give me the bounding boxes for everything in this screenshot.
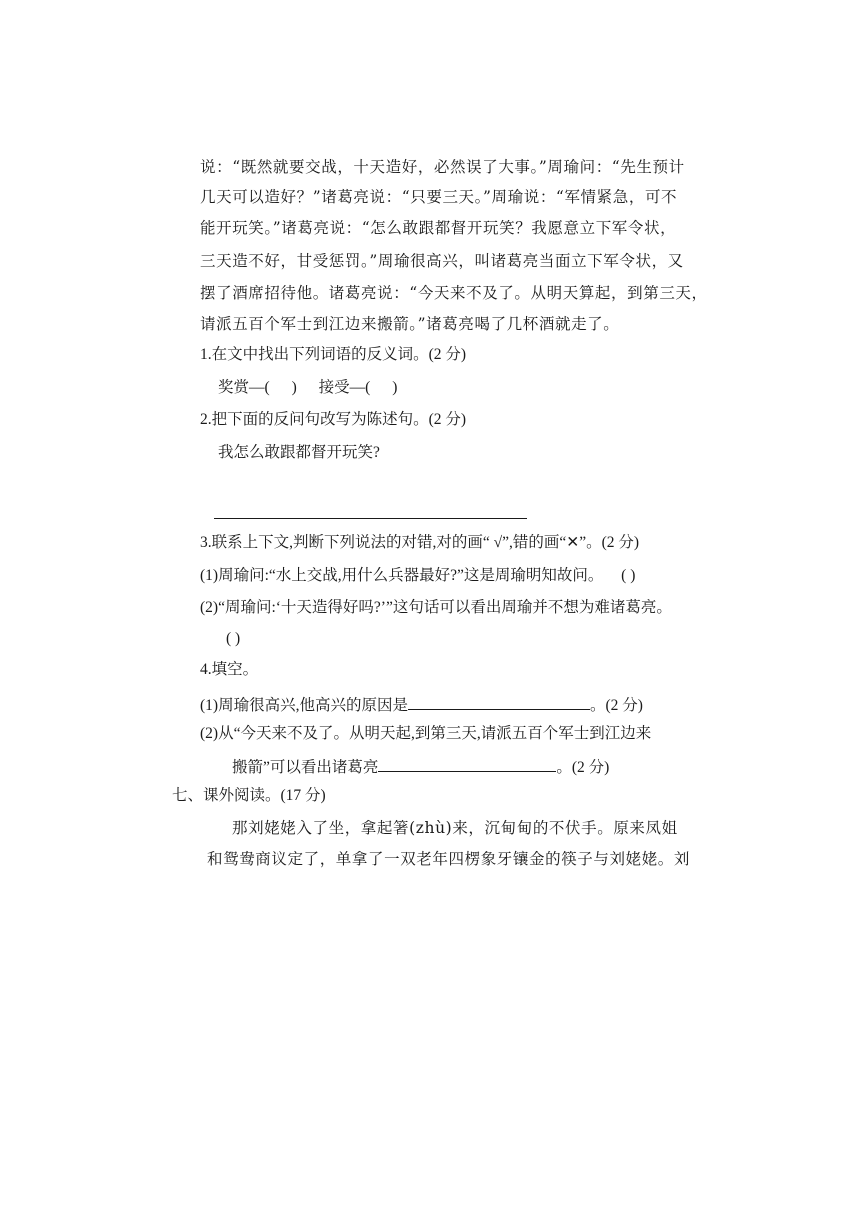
q4-s2-suffix: 。(2 分) bbox=[556, 759, 610, 776]
passage-line-1: 说：“既然就要交战，十天造好，必然误了大事。”周瑜问：“先生预计 bbox=[200, 158, 685, 176]
q4-item-1 bbox=[200, 693, 643, 716]
q3-stem: 3.联系上下文,判断下列说法的对错,对的画“ √”,错的画“✕”。(2 分) bbox=[200, 534, 640, 551]
q4-s1-prefix: (1)周瑜很高兴,他高兴的原因是 bbox=[200, 697, 408, 714]
q4-s2-prefix: 搬箭”可以看出诸葛亮 bbox=[232, 759, 379, 776]
passage-line-3: 能开玩笑。”诸葛亮说：“怎么敢跟都督开玩笑？我愿意立下军令状， bbox=[200, 219, 677, 237]
passage-line-4: 三天造不好，甘受惩罚。”周瑜很高兴，叫诸葛亮当面立下军令状，又 bbox=[200, 252, 684, 270]
passage-line-6: 请派五百个军士到江边来搬箭。”诸葛亮喝了几杯酒就走了。 bbox=[200, 315, 620, 333]
q4-stem: 4.填空。 bbox=[200, 661, 259, 678]
q4-item-2-line-2 bbox=[232, 755, 609, 778]
q3-statement-1 bbox=[200, 566, 635, 586]
section-7-line-2: 和鸳鸯商议定了，单拿了一双老年四楞象牙镶金的筷子与刘姥姥。刘 bbox=[207, 850, 691, 868]
q3-s1-paren[interactable]: ( ) bbox=[621, 567, 636, 584]
passage-line-2: 几天可以造好？”诸葛亮说：“只要三天。”周瑜说：“军情紧急，可不 bbox=[200, 188, 678, 206]
q4-s2-blank[interactable] bbox=[378, 755, 556, 772]
q3-s2-paren[interactable]: ( ) bbox=[226, 630, 241, 647]
q1-items bbox=[218, 378, 397, 398]
q1-item-a: 奖赏—( bbox=[218, 379, 270, 396]
q3-s1-text: (1)周瑜问:“水上交战,用什么兵器最好?”这是周瑜明知故问。 bbox=[200, 567, 604, 584]
q4-s1-suffix: 。(2 分) bbox=[589, 697, 643, 714]
q2-stem: 2.把下面的反问句改写为陈述句。(2 分) bbox=[200, 411, 467, 428]
q2-answer-line[interactable] bbox=[214, 518, 527, 519]
section-7-line-1: 那刘姥姥入了坐，拿起箸(zhù)来，沉甸甸的不伏手。原来凤姐 bbox=[232, 819, 678, 837]
q4-s1-blank[interactable] bbox=[408, 693, 590, 710]
passage-line-5: 摆了酒席招待他。诸葛亮说：“今天来不及了。从明天算起，到第三天， bbox=[200, 284, 708, 302]
q1-item-b: 接受—( bbox=[318, 379, 371, 396]
q2-sentence: 我怎么敢跟都督开玩笑? bbox=[218, 444, 380, 461]
q1-stem: 1.在文中找出下列词语的反义词。(2 分) bbox=[200, 346, 467, 363]
section-7-heading: 七、课外阅读。(17 分) bbox=[172, 787, 326, 804]
q4-item-2-line-1: (2)从“今天来不及了。从明天起,到第三天,请派五百个军士到江边来 bbox=[200, 725, 652, 742]
q3-statement-2: (2)“周瑜问:‘十天造得好吗?’”这句话可以看出周瑜并不想为难诸葛亮。 bbox=[200, 599, 672, 616]
q1-item-b-close: ) bbox=[392, 379, 398, 396]
q1-item-a-close: ) bbox=[291, 379, 297, 396]
